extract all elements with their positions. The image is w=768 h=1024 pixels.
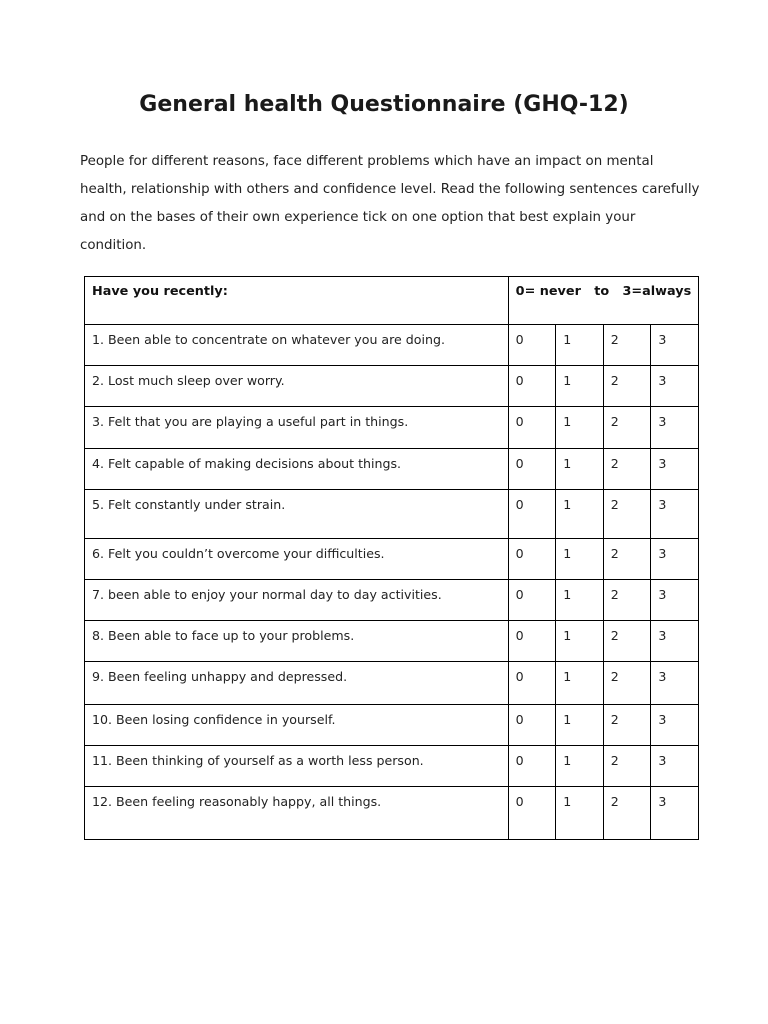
option-1[interactable]: 1: [556, 539, 604, 580]
option-3[interactable]: 3: [651, 449, 699, 490]
table-row: [85, 705, 699, 746]
option-2[interactable]: 2: [603, 662, 651, 705]
table-row: [85, 449, 699, 490]
header-scale: 0= never to 3=always: [508, 277, 698, 325]
option-3[interactable]: 3: [651, 490, 699, 539]
option-0[interactable]: 0: [508, 746, 556, 787]
table-row: [85, 662, 699, 705]
table-row: [85, 490, 699, 539]
option-0[interactable]: 0: [508, 539, 556, 580]
option-0[interactable]: 0: [508, 490, 556, 539]
table-row: [85, 580, 699, 621]
table-row: [85, 366, 699, 407]
option-3[interactable]: 3: [651, 366, 699, 407]
option-2[interactable]: 2: [603, 580, 651, 621]
option-3[interactable]: 3: [651, 580, 699, 621]
option-3[interactable]: 3: [651, 539, 699, 580]
table-row: [85, 621, 699, 662]
question-text: 4. Felt capable of making decisions about things.: [85, 449, 509, 490]
option-3[interactable]: 3: [651, 705, 699, 746]
option-2[interactable]: 2: [603, 746, 651, 787]
intro-line: condition.: [80, 238, 147, 253]
option-1[interactable]: 1: [556, 580, 604, 621]
option-2[interactable]: 2: [603, 787, 651, 840]
intro-line: People for different reasons, face different problems which have an impact on mental: [80, 154, 654, 169]
option-2[interactable]: 2: [603, 621, 651, 662]
option-3[interactable]: 3: [651, 787, 699, 840]
table-row: [85, 746, 699, 787]
page-title: General health Questionnaire (GHQ-12): [139, 92, 629, 117]
option-1[interactable]: 1: [556, 449, 604, 490]
option-0[interactable]: 0: [508, 787, 556, 840]
question-text: 11. Been thinking of yourself as a worth less person.: [85, 746, 509, 787]
question-text: 12. Been feeling reasonably happy, all things.: [85, 787, 509, 840]
ghq-table: [84, 276, 699, 840]
question-text: 3. Felt that you are playing a useful part in things.: [85, 407, 509, 449]
option-3[interactable]: 3: [651, 407, 699, 449]
option-3[interactable]: 3: [651, 662, 699, 705]
option-0[interactable]: 0: [508, 705, 556, 746]
option-2[interactable]: 2: [603, 407, 651, 449]
option-0[interactable]: 0: [508, 325, 556, 366]
option-0[interactable]: 0: [508, 662, 556, 705]
option-1[interactable]: 1: [556, 366, 604, 407]
option-1[interactable]: 1: [556, 705, 604, 746]
option-3[interactable]: 3: [651, 746, 699, 787]
option-2[interactable]: 2: [603, 325, 651, 366]
question-text: 7. been able to enjoy your normal day to day activities.: [85, 580, 509, 621]
option-1[interactable]: 1: [556, 490, 604, 539]
table-header-row: [85, 277, 699, 325]
option-1[interactable]: 1: [556, 787, 604, 840]
option-0[interactable]: 0: [508, 621, 556, 662]
question-text: 2. Lost much sleep over worry.: [85, 366, 509, 407]
option-2[interactable]: 2: [603, 449, 651, 490]
option-1[interactable]: 1: [556, 662, 604, 705]
question-text: 8. Been able to face up to your problems.: [85, 621, 509, 662]
option-2[interactable]: 2: [603, 490, 651, 539]
option-3[interactable]: 3: [651, 325, 699, 366]
intro-line: and on the bases of their own experience tick on one option that best explain your: [80, 210, 636, 225]
question-text: 10. Been losing confidence in yourself.: [85, 705, 509, 746]
intro-line: health, relationship with others and confidence level. Read the following sentences carefully: [80, 182, 700, 197]
question-text: 1. Been able to concentrate on whatever you are doing.: [85, 325, 509, 366]
option-2[interactable]: 2: [603, 539, 651, 580]
option-0[interactable]: 0: [508, 580, 556, 621]
option-1[interactable]: 1: [556, 621, 604, 662]
question-text: 9. Been feeling unhappy and depressed.: [85, 662, 509, 705]
question-text: 5. Felt constantly under strain.: [85, 490, 509, 539]
option-0[interactable]: 0: [508, 407, 556, 449]
option-0[interactable]: 0: [508, 449, 556, 490]
table-row: [85, 787, 699, 840]
intro-paragraph: [80, 148, 700, 260]
table-row: [85, 407, 699, 449]
option-1[interactable]: 1: [556, 746, 604, 787]
option-1[interactable]: 1: [556, 325, 604, 366]
header-question: Have you recently:: [85, 277, 509, 325]
option-0[interactable]: 0: [508, 366, 556, 407]
option-2[interactable]: 2: [603, 705, 651, 746]
option-2[interactable]: 2: [603, 366, 651, 407]
option-3[interactable]: 3: [651, 621, 699, 662]
option-1[interactable]: 1: [556, 407, 604, 449]
table-row: [85, 325, 699, 366]
table-row: [85, 539, 699, 580]
question-text: 6. Felt you couldn’t overcome your difficulties.: [85, 539, 509, 580]
